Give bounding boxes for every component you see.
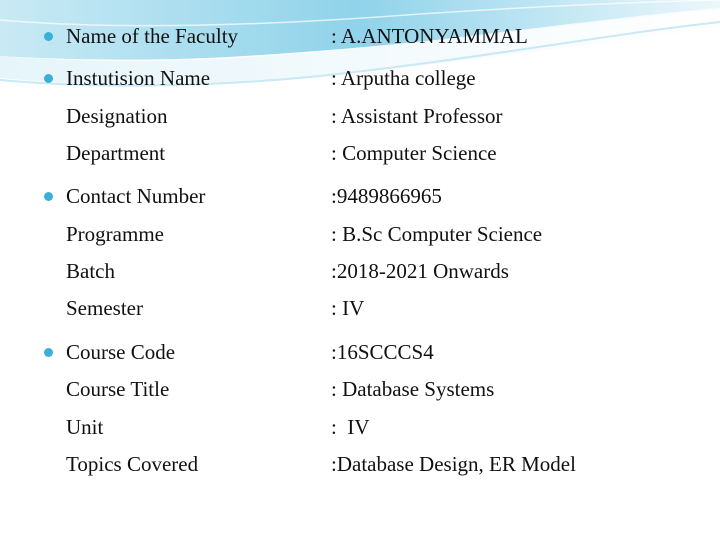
field-value: :Database Design, ER Model <box>331 452 576 476</box>
field-value: : IV <box>331 415 370 439</box>
field-label: Contact Number <box>66 184 206 208</box>
field-value: : Arputha college <box>331 66 476 90</box>
field-label: Department <box>66 141 166 165</box>
bullet-icon <box>44 192 53 201</box>
field-label: Course Code <box>66 340 176 364</box>
field-label: Programme <box>66 222 164 246</box>
field-value: : IV <box>331 296 365 320</box>
bullet-icon <box>44 32 53 41</box>
field-value: : Computer Science <box>331 141 497 165</box>
field-value: :2018-2021 Onwards <box>331 259 509 283</box>
field-label: Instutision Name <box>66 66 211 90</box>
bullet-icon <box>44 348 53 357</box>
field-label: Batch <box>66 259 115 283</box>
field-label: Topics Covered <box>66 452 199 476</box>
field-value: : Assistant Professor <box>331 104 503 128</box>
field-value: : Database Systems <box>331 377 495 401</box>
field-value: :16SCCCS4 <box>331 340 434 364</box>
field-value: :9489866965 <box>331 184 442 208</box>
field-label: Unit <box>66 415 104 439</box>
bullet-icon <box>44 74 53 83</box>
field-label: Name of the Faculty <box>66 24 239 48</box>
field-value: : B.Sc Computer Science <box>331 222 543 246</box>
field-value: : A.ANTONYAMMAL <box>331 24 528 48</box>
field-label: Designation <box>66 104 168 128</box>
field-label: Course Title <box>66 377 170 401</box>
field-label: Semester <box>66 296 143 320</box>
